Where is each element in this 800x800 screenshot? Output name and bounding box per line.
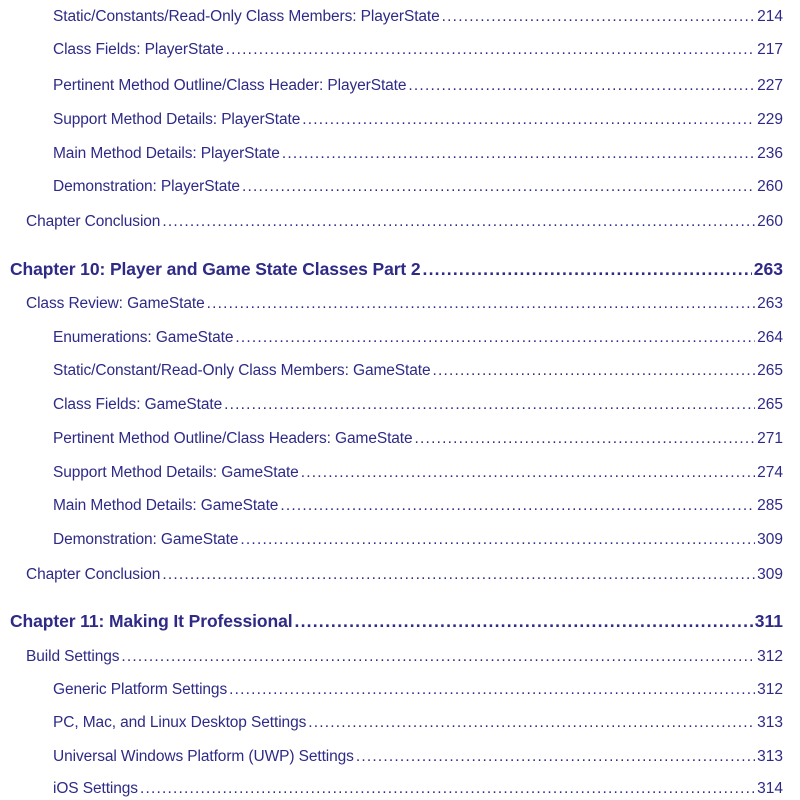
toc-entry-title: iOS Settings: [53, 780, 138, 797]
toc-entry-title: Universal Windows Platform (UWP) Settings: [53, 748, 354, 765]
toc-entry-title: Enumerations: GameState: [53, 329, 234, 346]
toc-entry-page: 264: [757, 329, 783, 346]
dot-leader: [295, 611, 753, 632]
toc-entry-page: 265: [757, 362, 783, 379]
dot-leader: [308, 714, 755, 732]
dot-leader: [415, 430, 756, 448]
toc-entry-title: Class Fields: GameState: [53, 396, 223, 413]
toc-entry: [26, 295, 783, 313]
dot-leader: [207, 295, 756, 313]
toc-entry: [53, 681, 783, 699]
toc-entry-title: Chapter Conclusion: [26, 566, 161, 583]
toc-chapter-entry: [10, 259, 783, 280]
toc-entry-title: Chapter 10: Player and Game State Classes Part 2: [10, 259, 421, 279]
dot-leader: [442, 8, 755, 26]
toc-entry-page: 309: [757, 531, 783, 548]
dot-leader: [356, 748, 755, 766]
toc-entry-page: 265: [757, 396, 783, 413]
toc-entry-page: 271: [757, 430, 783, 447]
toc-entry: [53, 111, 783, 129]
toc-entry: [53, 497, 783, 515]
dot-leader: [162, 213, 755, 231]
dot-leader: [162, 566, 755, 584]
toc-entry-title: Pertinent Method Outline/Class Header: PlayerState: [53, 77, 407, 94]
toc-entry-title: Static/Constant/Read-Only Class Members: GameState: [53, 362, 431, 379]
toc-entry-page: 217: [757, 41, 783, 58]
toc-entry: [26, 566, 783, 584]
dot-leader: [432, 362, 755, 380]
toc-entry: [53, 714, 783, 732]
toc-entry: [53, 145, 783, 163]
toc-entry-page: 236: [757, 145, 783, 162]
toc-entry-page: 309: [757, 566, 783, 583]
toc-entry-page: 274: [757, 464, 783, 481]
dot-leader: [224, 396, 755, 414]
toc-entry-page: 312: [757, 681, 783, 698]
toc-entry: [53, 8, 783, 26]
toc-entry-page: 260: [757, 213, 783, 230]
dot-leader: [140, 780, 755, 798]
toc-entry: [53, 178, 783, 196]
toc-entry-page: 312: [757, 648, 783, 665]
toc-entry-page: 229: [757, 111, 783, 128]
dot-leader: [280, 497, 755, 515]
dot-leader: [423, 259, 752, 280]
toc-entry-page: 227: [757, 77, 783, 94]
toc-entry: [53, 464, 783, 482]
toc-entry-page: 285: [757, 497, 783, 514]
dot-leader: [121, 648, 755, 666]
toc-entry-page: 314: [757, 780, 783, 797]
dot-leader: [242, 178, 755, 196]
toc-entry-page: 260: [757, 178, 783, 195]
toc-entry-title: Main Method Details: PlayerState: [53, 145, 280, 162]
toc-entry: [53, 396, 783, 414]
dot-leader: [301, 464, 755, 482]
toc-entry-title: Build Settings: [26, 648, 120, 665]
toc-chapter-entry: [10, 611, 783, 632]
dot-leader: [240, 531, 755, 549]
toc-entry-title: Support Method Details: PlayerState: [53, 111, 301, 128]
toc-entry-page: 214: [757, 8, 783, 25]
toc-entry-title: Demonstration: PlayerState: [53, 178, 240, 195]
toc-entry-title: Static/Constants/Read-Only Class Members: PlayerState: [53, 8, 440, 25]
toc-entry-title: Class Review: GameState: [26, 295, 205, 312]
dot-leader: [408, 77, 755, 95]
toc-entry-title: Support Method Details: GameState: [53, 464, 299, 481]
toc-entry: [53, 748, 783, 766]
toc-entry: [26, 648, 783, 666]
toc-entry-page: 263: [757, 295, 783, 312]
toc-entry-page: 313: [757, 714, 783, 731]
dot-leader: [226, 41, 755, 59]
toc-entry: [53, 780, 783, 798]
toc-entry: [53, 430, 783, 448]
toc-entry: [26, 213, 783, 231]
toc-entry: [53, 531, 783, 549]
dot-leader: [282, 145, 755, 163]
dot-leader: [235, 329, 755, 347]
toc-entry-page: 313: [757, 748, 783, 765]
toc-entry-title: Generic Platform Settings: [53, 681, 228, 698]
toc-entry-title: Main Method Details: GameState: [53, 497, 279, 514]
dot-leader: [229, 681, 755, 699]
toc-entry: [53, 77, 783, 95]
toc-entry-title: PC, Mac, and Linux Desktop Settings: [53, 714, 307, 731]
toc-entry-title: Pertinent Method Outline/Class Headers: GameState: [53, 430, 413, 447]
toc-entry: [53, 329, 783, 347]
toc-entry-page: 263: [753, 259, 783, 279]
toc-entry-title: Demonstration: GameState: [53, 531, 239, 548]
toc-entry: [53, 362, 783, 380]
dot-leader: [302, 111, 755, 129]
toc-entry-title: Chapter Conclusion: [26, 213, 161, 230]
toc-entry: [53, 41, 783, 59]
toc-entry-title: Class Fields: PlayerState: [53, 41, 224, 58]
toc-entry-page: 311: [754, 611, 783, 631]
toc-entry-title: Chapter 11: Making It Professional: [10, 611, 293, 631]
